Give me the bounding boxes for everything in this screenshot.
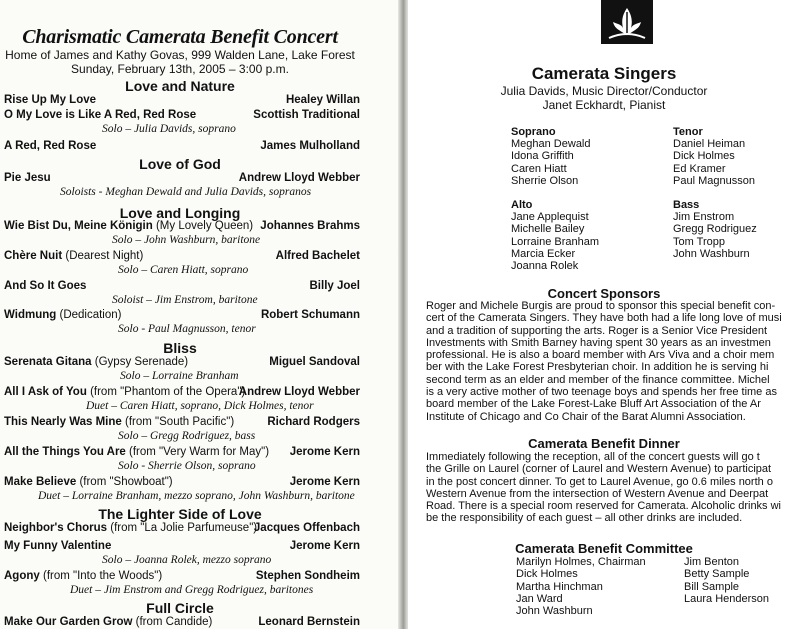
sponsors-heading: Concert Sponsors <box>547 286 661 301</box>
program-song <box>4 570 162 582</box>
song-title: Widmung <box>4 309 57 321</box>
program-song <box>4 386 245 398</box>
song-title: Make Our Garden Grow <box>4 616 133 628</box>
song-performers: Solo – Joanna Rolek, mezzo soprano <box>102 554 272 566</box>
voice-member: Caren Hiatt <box>511 162 567 175</box>
program-song <box>4 446 269 458</box>
program-song <box>4 250 143 262</box>
voice-part-heading: Bass <box>673 199 700 211</box>
voice-group-tenor <box>673 126 755 187</box>
song-note: (Dedication) <box>59 309 122 321</box>
song-performers: Soloist – Jim Enstrom, baritone <box>112 294 258 306</box>
committee-member: Martha Hinchman <box>516 580 603 593</box>
song-performers: Soloists - Meghan Dewald and Julia Davids, sopranos <box>60 186 312 198</box>
paragraph-line: Road. There is a special room reserved for Camerata. Alcoholic drinks wi <box>426 500 782 513</box>
song-composer: Andrew Lloyd Webber <box>238 172 360 184</box>
program-song <box>4 220 253 232</box>
pianist: Janet Eckhardt, Pianist <box>542 98 666 112</box>
voice-member: Sherrie Olson <box>511 174 579 187</box>
song-composer: Jerome Kern <box>289 446 360 458</box>
song-performers: Solo – Julia Davids, soprano <box>102 123 236 135</box>
voice-member: Dick Holmes <box>673 150 735 163</box>
program-title: Charismatic Camerata Benefit Concert <box>22 26 338 48</box>
committee-member: Jan Ward <box>516 592 563 605</box>
song-composer: Scottish Traditional <box>253 109 360 121</box>
song-title: Neighbor's Chorus <box>4 522 108 534</box>
song-note: (from "La Jolie Parfumeuse") <box>110 522 258 534</box>
voice-group-alto <box>511 199 599 272</box>
song-title: Chère Nuit <box>4 250 63 262</box>
paragraph-line: in the post concert dinner. To get to Laurel Avenue, go 0.6 miles north o <box>426 475 773 488</box>
song-title: All the Things You Are <box>4 446 126 458</box>
song-composer: Jerome Kern <box>289 540 360 552</box>
song-performers: Solo - Paul Magnusson, tenor <box>118 323 256 335</box>
paragraph-line: second term as an elder and member of the finance committee. Michel <box>426 373 770 386</box>
song-composer: Jacques Offenbach <box>253 522 360 534</box>
committee-member: Bill Sample <box>684 580 740 593</box>
voice-member: Daniel Heiman <box>673 138 746 150</box>
section-heading: Love of God <box>139 156 221 172</box>
voice-member: Tom Tropp <box>673 235 725 248</box>
song-performers: Solo – Caren Hiatt, soprano <box>118 264 249 276</box>
voice-member: Gregg Rodriguez <box>673 223 757 236</box>
song-note: (Gypsy Serenade) <box>94 356 189 368</box>
committee-column-2 <box>684 556 769 605</box>
song-composer: Richard Rodgers <box>267 416 360 428</box>
song-composer: Jerome Kern <box>289 476 360 488</box>
paragraph-line: Western Avenue from the intersection of Western Avenue and Deerpat <box>426 487 769 500</box>
voice-group-bass <box>673 199 757 260</box>
dinner-heading: Camerata Benefit Dinner <box>528 436 680 451</box>
paragraph-line: Roger and Michele Burgis are proud to sponsor this special benefit con- <box>426 300 776 312</box>
song-note: (Dearest Night) <box>65 250 144 262</box>
song-title: All I Ask of You <box>4 386 87 398</box>
song-performers: Duet – Caren Hiatt, soprano, Dick Holmes, tenor <box>86 400 314 412</box>
song-performers: Duet – Lorraine Branham, mezzo soprano, John Washburn, baritone <box>38 490 355 502</box>
committee-member: Jim Benton <box>684 556 740 568</box>
dinner-paragraph <box>426 451 781 525</box>
song-title: O My Love is Like A Red, Red Rose <box>4 109 197 121</box>
paragraph-line: is a very active mother of two teenage boys and spends her free time as <box>426 386 777 399</box>
committee-heading: Camerata Benefit Committee <box>515 541 693 556</box>
song-performers: Solo - Sherrie Olson, soprano <box>118 460 256 472</box>
song-title: A Red, Red Rose <box>4 140 97 152</box>
voice-member: Idona Griffith <box>511 150 574 163</box>
section-heading: The Lighter Side of Love <box>98 506 262 522</box>
song-title: Serenata Gitana <box>4 356 92 368</box>
voice-member: Marcia Ecker <box>511 247 576 260</box>
song-title: Rise Up My Love <box>4 94 97 106</box>
program-song <box>4 172 51 184</box>
paragraph-line: professional. He is also a board member with Ars Viva and a choir mem <box>426 349 775 362</box>
song-composer: Andrew Lloyd Webber <box>238 386 360 398</box>
info-page <box>408 0 800 629</box>
program-song <box>4 280 86 292</box>
program-song <box>4 94 96 106</box>
program-song <box>4 476 173 488</box>
song-composer: Leonard Bernstein <box>258 616 360 628</box>
program-song <box>4 416 234 428</box>
voice-part-heading: Alto <box>511 199 533 211</box>
song-composer: James Mulholland <box>260 140 360 152</box>
voice-member: Michelle Bailey <box>511 223 585 236</box>
song-composer: Stephen Sondheim <box>255 570 360 582</box>
committee-member: John Washburn <box>516 605 593 618</box>
paragraph-line: Institute of Chicago and Co Chair of the Barat Alumni Association. <box>426 410 746 423</box>
program-song <box>4 356 188 368</box>
program-song <box>4 109 196 121</box>
song-composer: Healey Willan <box>285 94 360 106</box>
paragraph-line: the Grille on Laurel (corner of Laurel and Western Avenue) to participat <box>426 463 772 476</box>
song-note: (My Lovely Queen) <box>155 220 254 232</box>
program-song <box>4 522 257 534</box>
paragraph-line: ber with the Lake Forest Presbyterian choir. In addition he is serving hi <box>426 361 769 374</box>
section-heading: Bliss <box>163 340 197 356</box>
paragraph-line: Immediately following the reception, all of the concert guests will go t <box>426 451 760 463</box>
program-location: Home of James and Kathy Govas, 999 Walden Lane, Lake Forest <box>5 48 355 62</box>
program-song <box>4 616 212 628</box>
voice-part-heading: Soprano <box>511 126 556 138</box>
song-performers: Solo – Gregg Rodriguez, bass <box>118 430 256 442</box>
paragraph-line: Investments with Smith Barney having spent 30 years as an investmen <box>426 336 771 349</box>
voice-member: Paul Magnusson <box>673 174 755 187</box>
song-note: (from "Phantom of the Opera") <box>90 386 246 398</box>
voice-member: John Washburn <box>673 247 750 260</box>
song-note: (from "South Pacific") <box>125 416 235 428</box>
song-performers: Duet – Jim Enstrom and Gregg Rodriguez, baritones <box>70 584 314 596</box>
section-heading: Love and Longing <box>119 205 241 221</box>
voice-member: Lorraine Branham <box>511 235 600 248</box>
song-composer: Billy Joel <box>309 280 360 292</box>
song-note: (from "Very Warm for May") <box>129 446 270 458</box>
program-date: Sunday, February 13th, 2005 – 3:00 p.m. <box>71 62 289 76</box>
song-title: Make Believe <box>4 476 77 488</box>
section-heading: Love and Nature <box>125 78 235 94</box>
song-composer: Robert Schumann <box>260 309 360 321</box>
committee-member: Dick Holmes <box>516 568 578 581</box>
song-note: (from "Showboat") <box>79 476 173 488</box>
song-title: And So It Goes <box>4 280 87 292</box>
committee-column-1 <box>516 556 646 617</box>
section-heading: Full Circle <box>146 600 214 616</box>
paragraph-line: be the responsibility of each guest – all other drinks are included. <box>426 512 743 525</box>
song-note: (from "Into the Woods") <box>42 570 163 582</box>
song-performers: Solo – Lorraine Branham <box>120 370 239 382</box>
song-title: My Funny Valentine <box>4 540 112 552</box>
floral-crest-icon <box>601 0 653 44</box>
committee-member: Marilyn Holmes, Chairman <box>516 556 646 568</box>
paragraph-line: cert of the Camerata Singers. They have both had a life long love of musi <box>426 312 782 325</box>
voice-member: Joanna Rolek <box>511 260 579 273</box>
song-note: (from Candide) <box>135 616 213 628</box>
voice-member: Jim Enstrom <box>673 211 735 223</box>
singers-title: Camerata Singers <box>531 64 677 83</box>
voice-part-heading: Tenor <box>673 126 703 138</box>
music-director: Julia Davids, Music Director/Conductor <box>500 84 708 98</box>
sponsors-paragraph <box>426 300 782 423</box>
song-title: Wie Bist Du, Meine Königin <box>4 220 153 232</box>
song-composer: Johannes Brahms <box>260 220 360 232</box>
program-song <box>4 140 96 152</box>
song-title: This Nearly Was Mine <box>4 416 122 428</box>
song-title: Agony <box>4 570 40 582</box>
program-song <box>4 540 111 552</box>
voice-member: Jane Applequist <box>511 211 589 223</box>
voice-member: Meghan Dewald <box>511 138 591 150</box>
program-song <box>4 309 121 321</box>
paragraph-line: board member of the Lake Forest-Lake Bluff Art Association of the Ar <box>426 398 761 411</box>
song-composer: Miguel Sandoval <box>269 356 360 368</box>
paragraph-line: and a tradition of supporting the arts. Roger is a Senior Vice President <box>426 324 767 337</box>
song-title: Pie Jesu <box>4 172 51 184</box>
voice-member: Ed Kramer <box>673 162 726 175</box>
committee-member: Betty Sample <box>684 568 750 581</box>
voice-group-soprano <box>511 126 591 187</box>
song-composer: Alfred Bachelet <box>275 250 360 262</box>
song-performers: Solo – John Washburn, baritone <box>112 234 261 246</box>
committee-member: Laura Henderson <box>684 592 770 605</box>
